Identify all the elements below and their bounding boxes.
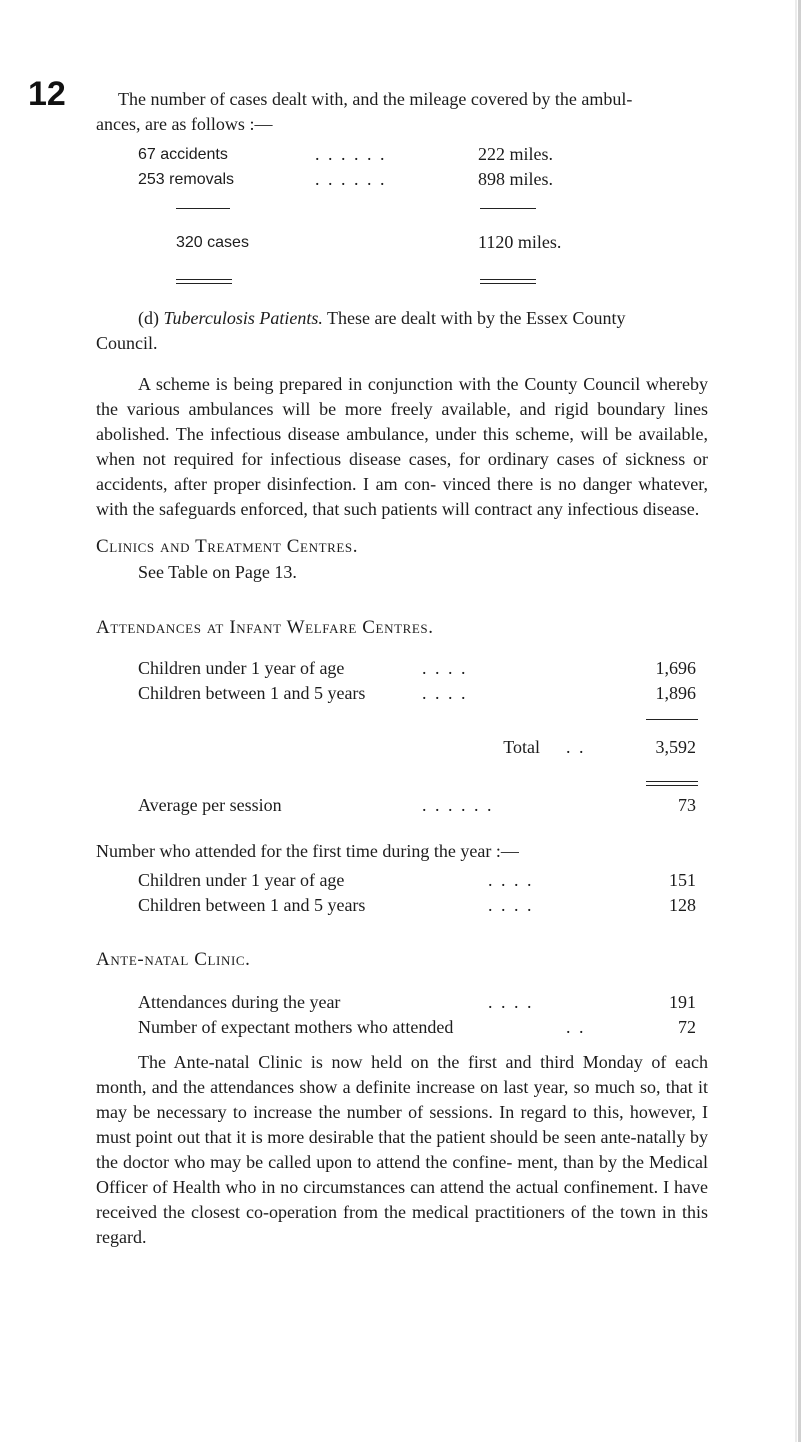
mileage-row-value: 898 miles.: [478, 169, 553, 189]
first-time-row-label: Children between 1 and 5 years: [138, 895, 366, 915]
antenatal-row-value: 191: [669, 992, 696, 1012]
intro-line-1: The number of cases dealt with, and the mileage covered by the ambul-: [118, 89, 633, 109]
mileage-total-label: 320 cases: [176, 234, 249, 251]
total-double-rule: [176, 279, 232, 284]
attendance-row-value: 1,896: [655, 683, 696, 703]
leader-dots: . . . .: [488, 992, 534, 1012]
attendance-row-label: Children between 1 and 5 years: [138, 683, 366, 703]
leader-dots: . . . . . .: [315, 144, 387, 164]
tb-prefix: (d): [138, 308, 159, 328]
tb-text: These are dealt with by the Essex County: [327, 308, 626, 328]
average-value: 73: [678, 795, 696, 815]
attendance-total-value: 3,592: [655, 737, 696, 757]
attendances-heading: Attendances at Infant Welfare Centres.: [96, 617, 434, 638]
antenatal-row-label: Number of expectant mothers who attended: [138, 1017, 454, 1037]
total-double-rule: [646, 781, 698, 786]
tb-line-2: Council.: [96, 333, 158, 353]
mileage-row-label: 67 accidents: [138, 146, 228, 163]
subtotal-rule: [480, 208, 536, 209]
clinics-note: See Table on Page 13.: [138, 562, 297, 582]
attendance-total-label: Total: [503, 737, 540, 757]
first-time-row-value: 151: [669, 870, 696, 890]
page-edge-shadow: [795, 0, 797, 1442]
attendance-row-value: 1,696: [655, 658, 696, 678]
leader-dots: . . . .: [488, 870, 534, 890]
antenatal-row-value: 72: [678, 1017, 696, 1037]
first-time-row-value: 128: [669, 895, 696, 915]
attendance-row-label: Children under 1 year of age: [138, 658, 345, 678]
leader-dots: . . . .: [488, 895, 534, 915]
leader-dots: . . . . . .: [422, 795, 494, 815]
leader-dots: . . . . . .: [315, 169, 387, 189]
leader-dots: . .: [566, 1017, 586, 1037]
tb-title: Tuberculosis Patients.: [163, 308, 323, 328]
first-time-intro: Number who attended for the first time during the year :—: [96, 841, 519, 861]
first-time-row-label: Children under 1 year of age: [138, 870, 345, 890]
intro-line-2: ances, are as follows :—: [96, 114, 273, 134]
mileage-row-value: 222 miles.: [478, 144, 553, 164]
page-number: 12: [28, 75, 66, 113]
tb-line-1: [138, 306, 625, 331]
antenatal-heading: Ante-natal Clinic.: [96, 949, 251, 970]
subtotal-rule: [176, 208, 230, 209]
scheme-paragraph: A scheme is being prepared in conjunction with the County Council whereby the various ambulances will be more freely available, and rigid boundary lines abolished. The infectious disease ambulance, under this scheme, will be available, when not required for infectious disease cases, for ordinary cases of sickness or accidents, after proper disinfection. I am con- vinced there is no danger whatever, with the safeguards enforced, that such patients will contract any infectious disease.: [96, 374, 708, 519]
subtotal-rule: [646, 719, 698, 720]
total-double-rule: [480, 279, 536, 284]
average-label: Average per session: [138, 795, 282, 815]
antenatal-row-label: Attendances during the year: [138, 992, 341, 1012]
leader-dots: . . . .: [422, 683, 468, 703]
leader-dots: . . . .: [422, 658, 468, 678]
mileage-row-label: 253 removals: [138, 171, 235, 188]
clinics-heading: Clinics and Treatment Centres.: [96, 536, 359, 557]
leader-dots: . .: [566, 737, 586, 757]
mileage-total-value: 1120 miles.: [478, 232, 562, 252]
antenatal-paragraph: The Ante-natal Clinic is now held on the first and third Monday of each month, and the attendances show a definite increase on last year, so much so, that it may be necessary to increase the number of sessions. In regard to this, however, I must point out that it is more desirable that the patient should be seen ante-natally by the doctor who may be called upon to attend the confine- ment, than by the Medical Officer of Health who in no circumstances can attend the actual confinement. I have received the closest co-operation from the medical practitioners of the town in this regard.: [96, 1052, 708, 1247]
